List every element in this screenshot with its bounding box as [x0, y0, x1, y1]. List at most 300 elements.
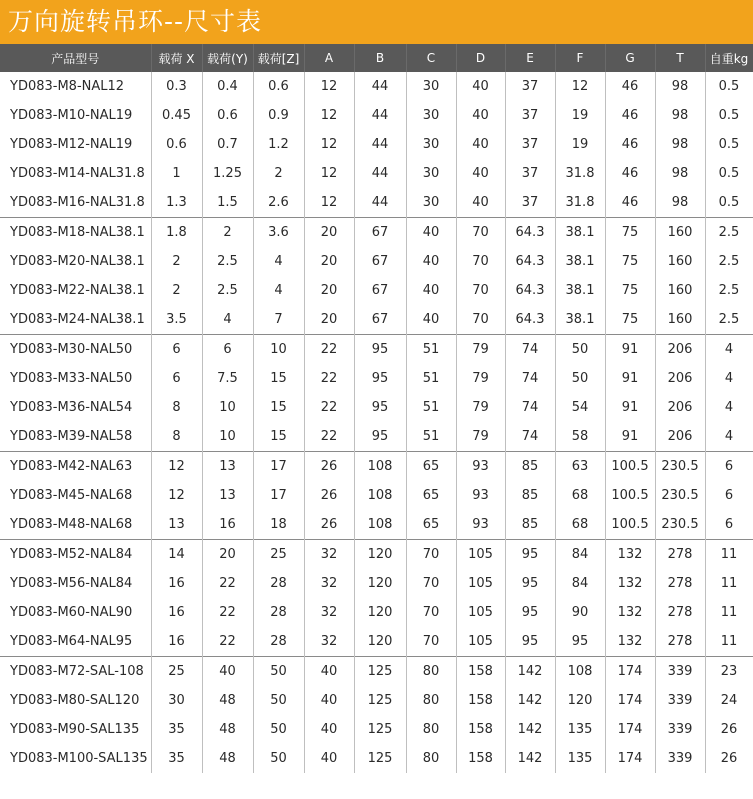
- model-cell: YD083-M20-NAL38.1: [0, 247, 151, 276]
- value-cell: 93: [456, 452, 505, 482]
- value-cell: 0.7: [202, 130, 253, 159]
- value-cell: 51: [406, 393, 456, 422]
- value-cell: 11: [705, 598, 753, 627]
- value-cell: 50: [253, 744, 304, 773]
- value-cell: 174: [605, 686, 655, 715]
- value-cell: 74: [505, 422, 555, 452]
- value-cell: 32: [304, 598, 354, 627]
- model-cell: YD083-M72-SAL-108: [0, 657, 151, 687]
- value-cell: 50: [253, 715, 304, 744]
- value-cell: 108: [354, 510, 406, 540]
- value-cell: 339: [655, 744, 705, 773]
- value-cell: 8: [151, 393, 202, 422]
- value-cell: 40: [456, 72, 505, 101]
- value-cell: 2.5: [202, 247, 253, 276]
- value-cell: 16: [151, 569, 202, 598]
- value-cell: 40: [456, 188, 505, 218]
- value-cell: 120: [555, 686, 605, 715]
- value-cell: 98: [655, 188, 705, 218]
- value-cell: 40: [456, 159, 505, 188]
- value-cell: 50: [253, 686, 304, 715]
- value-cell: 38.1: [555, 276, 605, 305]
- model-cell: YD083-M39-NAL58: [0, 422, 151, 452]
- value-cell: 50: [555, 364, 605, 393]
- value-cell: 64.3: [505, 305, 555, 335]
- value-cell: 4: [705, 393, 753, 422]
- value-cell: 95: [505, 540, 555, 570]
- value-cell: 68: [555, 481, 605, 510]
- table-row: [0, 218, 753, 248]
- value-cell: 25: [253, 540, 304, 570]
- value-cell: 38.1: [555, 305, 605, 335]
- value-cell: 28: [253, 627, 304, 657]
- value-cell: 80: [406, 744, 456, 773]
- model-cell: YD083-M45-NAL68: [0, 481, 151, 510]
- value-cell: 40: [406, 276, 456, 305]
- value-cell: 20: [304, 276, 354, 305]
- table-row: [0, 305, 753, 335]
- value-cell: 18: [253, 510, 304, 540]
- value-cell: 0.3: [151, 72, 202, 101]
- value-cell: 70: [456, 218, 505, 248]
- value-cell: 67: [354, 218, 406, 248]
- value-cell: 22: [304, 335, 354, 365]
- value-cell: 0.5: [705, 188, 753, 218]
- value-cell: 51: [406, 335, 456, 365]
- value-cell: 85: [505, 481, 555, 510]
- value-cell: 32: [304, 627, 354, 657]
- column-header: E: [505, 44, 555, 72]
- value-cell: 40: [456, 130, 505, 159]
- value-cell: 95: [354, 335, 406, 365]
- value-cell: 1.5: [202, 188, 253, 218]
- value-cell: 132: [605, 598, 655, 627]
- column-header: A: [304, 44, 354, 72]
- value-cell: 50: [253, 657, 304, 687]
- value-cell: 0.9: [253, 101, 304, 130]
- value-cell: 4: [202, 305, 253, 335]
- value-cell: 160: [655, 276, 705, 305]
- value-cell: 70: [456, 276, 505, 305]
- value-cell: 93: [456, 510, 505, 540]
- value-cell: 25: [151, 657, 202, 687]
- value-cell: 54: [555, 393, 605, 422]
- value-cell: 79: [456, 335, 505, 365]
- value-cell: 74: [505, 335, 555, 365]
- value-cell: 38.1: [555, 247, 605, 276]
- value-cell: 15: [253, 364, 304, 393]
- value-cell: 3.6: [253, 218, 304, 248]
- table-row: [0, 510, 753, 540]
- value-cell: 51: [406, 364, 456, 393]
- value-cell: 85: [505, 510, 555, 540]
- value-cell: 120: [354, 540, 406, 570]
- value-cell: 1.8: [151, 218, 202, 248]
- value-cell: 63: [555, 452, 605, 482]
- value-cell: 70: [406, 627, 456, 657]
- value-cell: 32: [304, 569, 354, 598]
- value-cell: 32: [304, 540, 354, 570]
- model-cell: YD083-M10-NAL19: [0, 101, 151, 130]
- value-cell: 12: [151, 452, 202, 482]
- value-cell: 125: [354, 715, 406, 744]
- value-cell: 95: [505, 569, 555, 598]
- value-cell: 20: [304, 247, 354, 276]
- model-cell: YD083-M80-SAL120: [0, 686, 151, 715]
- value-cell: 91: [605, 364, 655, 393]
- value-cell: 1.25: [202, 159, 253, 188]
- table-row: [0, 422, 753, 452]
- value-cell: 6: [705, 481, 753, 510]
- value-cell: 70: [406, 569, 456, 598]
- value-cell: 2.5: [705, 218, 753, 248]
- model-cell: YD083-M30-NAL50: [0, 335, 151, 365]
- value-cell: 142: [505, 657, 555, 687]
- table-row: [0, 72, 753, 101]
- value-cell: 30: [406, 130, 456, 159]
- value-cell: 0.6: [151, 130, 202, 159]
- value-cell: 2: [202, 218, 253, 248]
- value-cell: 70: [456, 305, 505, 335]
- value-cell: 2: [253, 159, 304, 188]
- value-cell: 44: [354, 101, 406, 130]
- value-cell: 74: [505, 393, 555, 422]
- value-cell: 132: [605, 569, 655, 598]
- value-cell: 67: [354, 305, 406, 335]
- value-cell: 65: [406, 481, 456, 510]
- model-cell: YD083-M22-NAL38.1: [0, 276, 151, 305]
- value-cell: 2.5: [705, 305, 753, 335]
- table-row: [0, 276, 753, 305]
- model-cell: YD083-M33-NAL50: [0, 364, 151, 393]
- value-cell: 12: [304, 159, 354, 188]
- page-title: 万向旋转吊环--尺寸表: [0, 0, 753, 44]
- value-cell: 125: [354, 686, 406, 715]
- value-cell: 24: [705, 686, 753, 715]
- model-cell: YD083-M48-NAL68: [0, 510, 151, 540]
- value-cell: 75: [605, 247, 655, 276]
- table-header: [0, 44, 753, 72]
- value-cell: 35: [151, 715, 202, 744]
- value-cell: 98: [655, 130, 705, 159]
- value-cell: 64.3: [505, 218, 555, 248]
- value-cell: 12: [304, 188, 354, 218]
- value-cell: 28: [253, 569, 304, 598]
- value-cell: 13: [202, 452, 253, 482]
- table-row: [0, 452, 753, 482]
- value-cell: 40: [406, 305, 456, 335]
- value-cell: 44: [354, 130, 406, 159]
- value-cell: 4: [253, 276, 304, 305]
- model-cell: YD083-M8-NAL12: [0, 72, 151, 101]
- value-cell: 278: [655, 540, 705, 570]
- model-cell: YD083-M100-SAL135: [0, 744, 151, 773]
- value-cell: 2: [151, 247, 202, 276]
- value-cell: 8: [151, 422, 202, 452]
- value-cell: 13: [202, 481, 253, 510]
- value-cell: 158: [456, 686, 505, 715]
- table-row: [0, 101, 753, 130]
- value-cell: 19: [555, 130, 605, 159]
- value-cell: 35: [151, 744, 202, 773]
- value-cell: 158: [456, 715, 505, 744]
- value-cell: 120: [354, 627, 406, 657]
- model-cell: YD083-M16-NAL31.8: [0, 188, 151, 218]
- value-cell: 26: [705, 744, 753, 773]
- value-cell: 23: [705, 657, 753, 687]
- value-cell: 48: [202, 715, 253, 744]
- value-cell: 108: [354, 481, 406, 510]
- table-row: [0, 540, 753, 570]
- value-cell: 91: [605, 393, 655, 422]
- value-cell: 339: [655, 715, 705, 744]
- table-row: [0, 686, 753, 715]
- value-cell: 339: [655, 657, 705, 687]
- value-cell: 6: [151, 335, 202, 365]
- value-cell: 80: [406, 715, 456, 744]
- value-cell: 70: [406, 540, 456, 570]
- column-header: G: [605, 44, 655, 72]
- value-cell: 75: [605, 276, 655, 305]
- value-cell: 31.8: [555, 188, 605, 218]
- value-cell: 95: [354, 364, 406, 393]
- value-cell: 95: [505, 627, 555, 657]
- value-cell: 20: [304, 305, 354, 335]
- value-cell: 95: [555, 627, 605, 657]
- value-cell: 158: [456, 744, 505, 773]
- value-cell: 16: [151, 598, 202, 627]
- value-cell: 70: [456, 247, 505, 276]
- value-cell: 40: [456, 101, 505, 130]
- table-row: [0, 247, 753, 276]
- value-cell: 0.45: [151, 101, 202, 130]
- value-cell: 6: [705, 510, 753, 540]
- table-row: [0, 657, 753, 687]
- value-cell: 74: [505, 364, 555, 393]
- column-header: 自重kg: [705, 44, 753, 72]
- model-cell: YD083-M52-NAL84: [0, 540, 151, 570]
- value-cell: 65: [406, 510, 456, 540]
- model-cell: YD083-M56-NAL84: [0, 569, 151, 598]
- value-cell: 12: [304, 130, 354, 159]
- value-cell: 31.8: [555, 159, 605, 188]
- value-cell: 0.5: [705, 72, 753, 101]
- value-cell: 26: [304, 481, 354, 510]
- value-cell: 93: [456, 481, 505, 510]
- value-cell: 6: [151, 364, 202, 393]
- table-row: [0, 598, 753, 627]
- value-cell: 160: [655, 247, 705, 276]
- model-cell: YD083-M18-NAL38.1: [0, 218, 151, 248]
- value-cell: 132: [605, 627, 655, 657]
- value-cell: 125: [354, 657, 406, 687]
- value-cell: 40: [304, 715, 354, 744]
- value-cell: 40: [304, 686, 354, 715]
- value-cell: 38.1: [555, 218, 605, 248]
- value-cell: 1.2: [253, 130, 304, 159]
- value-cell: 230.5: [655, 481, 705, 510]
- table-row: [0, 744, 753, 773]
- value-cell: 40: [304, 744, 354, 773]
- value-cell: 30: [151, 686, 202, 715]
- value-cell: 46: [605, 188, 655, 218]
- value-cell: 11: [705, 569, 753, 598]
- value-cell: 67: [354, 276, 406, 305]
- column-header: F: [555, 44, 605, 72]
- value-cell: 90: [555, 598, 605, 627]
- value-cell: 30: [406, 72, 456, 101]
- value-cell: 20: [304, 218, 354, 248]
- model-cell: YD083-M36-NAL54: [0, 393, 151, 422]
- value-cell: 40: [406, 218, 456, 248]
- value-cell: 206: [655, 393, 705, 422]
- value-cell: 48: [202, 744, 253, 773]
- value-cell: 135: [555, 715, 605, 744]
- value-cell: 2: [151, 276, 202, 305]
- value-cell: 120: [354, 569, 406, 598]
- value-cell: 44: [354, 72, 406, 101]
- value-cell: 206: [655, 335, 705, 365]
- value-cell: 16: [151, 627, 202, 657]
- value-cell: 28: [253, 598, 304, 627]
- value-cell: 105: [456, 627, 505, 657]
- value-cell: 22: [202, 569, 253, 598]
- value-cell: 51: [406, 422, 456, 452]
- table-row: [0, 188, 753, 218]
- model-cell: YD083-M14-NAL31.8: [0, 159, 151, 188]
- value-cell: 206: [655, 364, 705, 393]
- value-cell: 37: [505, 130, 555, 159]
- value-cell: 105: [456, 540, 505, 570]
- value-cell: 65: [406, 452, 456, 482]
- value-cell: 206: [655, 422, 705, 452]
- table-row: [0, 393, 753, 422]
- value-cell: 84: [555, 569, 605, 598]
- value-cell: 17: [253, 452, 304, 482]
- value-cell: 11: [705, 540, 753, 570]
- value-cell: 22: [304, 393, 354, 422]
- value-cell: 91: [605, 422, 655, 452]
- value-cell: 100.5: [605, 510, 655, 540]
- model-cell: YD083-M24-NAL38.1: [0, 305, 151, 335]
- value-cell: 339: [655, 686, 705, 715]
- table-row: [0, 130, 753, 159]
- value-cell: 91: [605, 335, 655, 365]
- value-cell: 0.5: [705, 159, 753, 188]
- value-cell: 44: [354, 159, 406, 188]
- value-cell: 10: [253, 335, 304, 365]
- value-cell: 16: [202, 510, 253, 540]
- value-cell: 7.5: [202, 364, 253, 393]
- value-cell: 6: [202, 335, 253, 365]
- value-cell: 79: [456, 393, 505, 422]
- value-cell: 17: [253, 481, 304, 510]
- value-cell: 4: [253, 247, 304, 276]
- value-cell: 10: [202, 422, 253, 452]
- value-cell: 158: [456, 657, 505, 687]
- value-cell: 22: [304, 422, 354, 452]
- value-cell: 278: [655, 627, 705, 657]
- value-cell: 278: [655, 569, 705, 598]
- value-cell: 10: [202, 393, 253, 422]
- value-cell: 160: [655, 305, 705, 335]
- value-cell: 22: [202, 627, 253, 657]
- value-cell: 58: [555, 422, 605, 452]
- value-cell: 1: [151, 159, 202, 188]
- column-header: T: [655, 44, 705, 72]
- value-cell: 75: [605, 305, 655, 335]
- value-cell: 13: [151, 510, 202, 540]
- value-cell: 40: [304, 657, 354, 687]
- value-cell: 20: [202, 540, 253, 570]
- value-cell: 22: [304, 364, 354, 393]
- value-cell: 79: [456, 422, 505, 452]
- value-cell: 4: [705, 335, 753, 365]
- value-cell: 11: [705, 627, 753, 657]
- value-cell: 22: [202, 598, 253, 627]
- value-cell: 14: [151, 540, 202, 570]
- column-header: C: [406, 44, 456, 72]
- value-cell: 67: [354, 247, 406, 276]
- value-cell: 230.5: [655, 510, 705, 540]
- value-cell: 40: [406, 247, 456, 276]
- value-cell: 6: [705, 452, 753, 482]
- value-cell: 68: [555, 510, 605, 540]
- model-cell: YD083-M64-NAL95: [0, 627, 151, 657]
- value-cell: 95: [505, 598, 555, 627]
- value-cell: 44: [354, 188, 406, 218]
- value-cell: 108: [354, 452, 406, 482]
- value-cell: 142: [505, 715, 555, 744]
- value-cell: 64.3: [505, 247, 555, 276]
- model-cell: YD083-M90-SAL135: [0, 715, 151, 744]
- value-cell: 46: [605, 101, 655, 130]
- value-cell: 80: [406, 686, 456, 715]
- value-cell: 2.5: [202, 276, 253, 305]
- value-cell: 37: [505, 188, 555, 218]
- value-cell: 0.4: [202, 72, 253, 101]
- value-cell: 30: [406, 188, 456, 218]
- model-cell: YD083-M12-NAL19: [0, 130, 151, 159]
- value-cell: 142: [505, 744, 555, 773]
- value-cell: 7: [253, 305, 304, 335]
- value-cell: 26: [304, 452, 354, 482]
- value-cell: 15: [253, 393, 304, 422]
- value-cell: 46: [605, 72, 655, 101]
- value-cell: 0.5: [705, 101, 753, 130]
- value-cell: 278: [655, 598, 705, 627]
- value-cell: 46: [605, 130, 655, 159]
- model-cell: YD083-M60-NAL90: [0, 598, 151, 627]
- value-cell: 1.3: [151, 188, 202, 218]
- table-row: [0, 627, 753, 657]
- value-cell: 98: [655, 159, 705, 188]
- value-cell: 0.6: [253, 72, 304, 101]
- model-cell: YD083-M42-NAL63: [0, 452, 151, 482]
- table-row: [0, 159, 753, 188]
- value-cell: 142: [505, 686, 555, 715]
- value-cell: 2.5: [705, 247, 753, 276]
- value-cell: 132: [605, 540, 655, 570]
- value-cell: 100.5: [605, 452, 655, 482]
- value-cell: 174: [605, 744, 655, 773]
- column-header: 载荷 X: [151, 44, 202, 72]
- value-cell: 108: [555, 657, 605, 687]
- value-cell: 174: [605, 657, 655, 687]
- value-cell: 85: [505, 452, 555, 482]
- value-cell: 105: [456, 598, 505, 627]
- value-cell: 0.5: [705, 130, 753, 159]
